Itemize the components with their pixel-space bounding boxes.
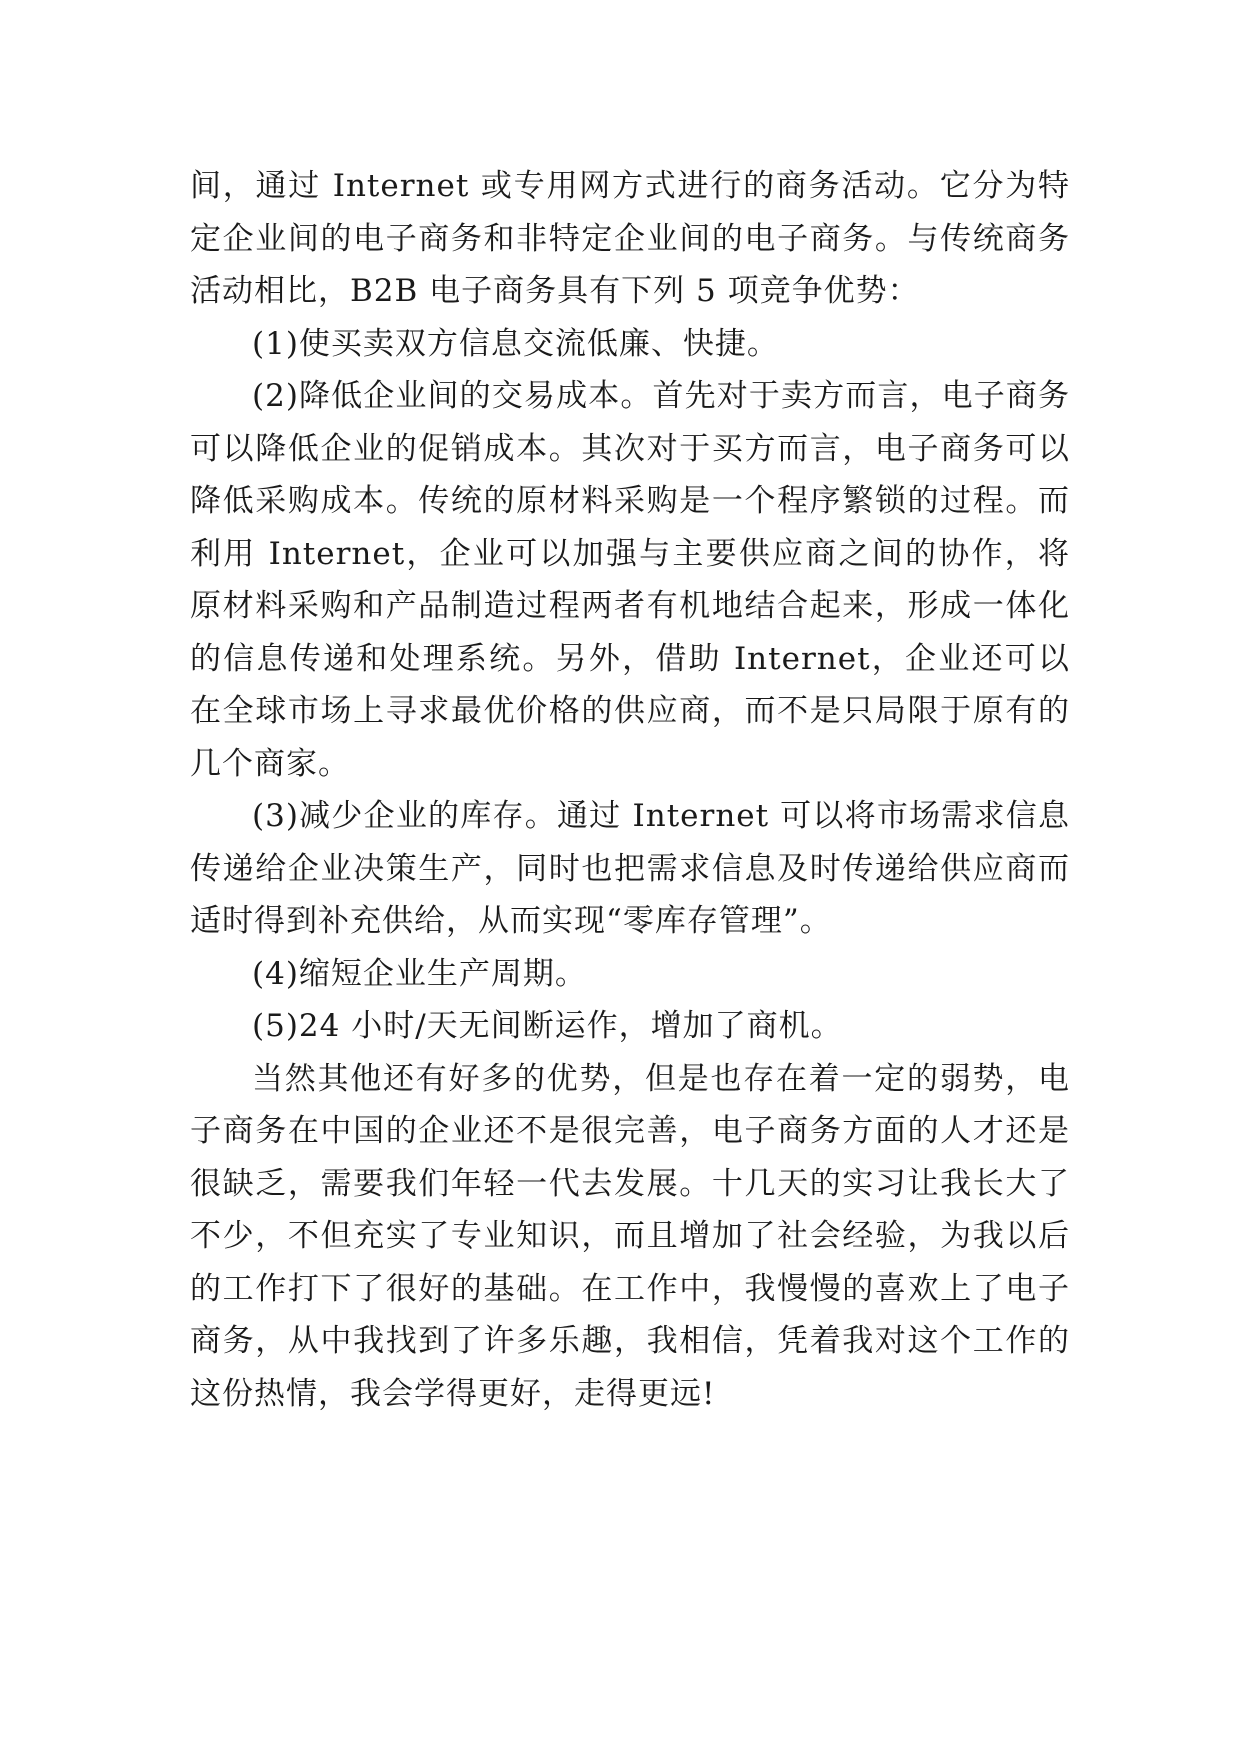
paragraph-advantage-5: (5)24 小时/天无间断运作，增加了商机。	[252, 1008, 843, 1044]
paragraph-advantage-2: (2)降低企业间的交易成本。首先对于卖方而言，电子商务可以降低企业的促销成本。其次对于买方而言，电子商务可以降低采购成本。传统的原材料采购是一个程序繁锁的过程。而利用 Internet，企业可以加强与主要供应商之间的协作，将原材料采购和产品制造过程两者有机地结合起来，形成一体化的信息传递和处理系统。另外，借助 Internet，企业还可以在全球市场上寻求最优价格的供应商，而不是只局限于原有的几个商家。	[190, 378, 1070, 782]
paragraph-advantage-4: (4)缩短企业生产周期。	[252, 955, 587, 992]
paragraph-advantage-1: (1)使买卖双方信息交流低廉、快捷。	[252, 325, 779, 362]
document-body	[190, 160, 1070, 1420]
paragraph-continuation: 间，通过 Internet 或专用网方式进行的商务活动。它分为特定企业间的电子商务和非特定企业间的电子商务。与传统商务活动相比，B2B 电子商务具有下列 5 项竞争优势：	[190, 168, 1070, 309]
paragraph-advantage-3: (3)减少企业的库存。通过 Internet 可以将市场需求信息传递给企业决策生产，同时也把需求信息及时传递给供应商而适时得到补充供给，从而实现“零库存管理”。	[190, 798, 1070, 939]
paragraph-conclusion: 当然其他还有好多的优势，但是也存在着一定的弱势，电子商务在中国的企业还不是很完善，电子商务方面的人才还是很缺乏，需要我们年轻一代去发展。十几天的实习让我长大了不少，不但充实了专业知识，而且增加了社会经验，为我以后的工作打下了很好的基础。在工作中，我慢慢的喜欢上了电子商务，从中我找到了许多乐趣，我相信，凭着我对这个工作的这份热情，我会学得更好，走得更远!	[190, 1060, 1070, 1412]
